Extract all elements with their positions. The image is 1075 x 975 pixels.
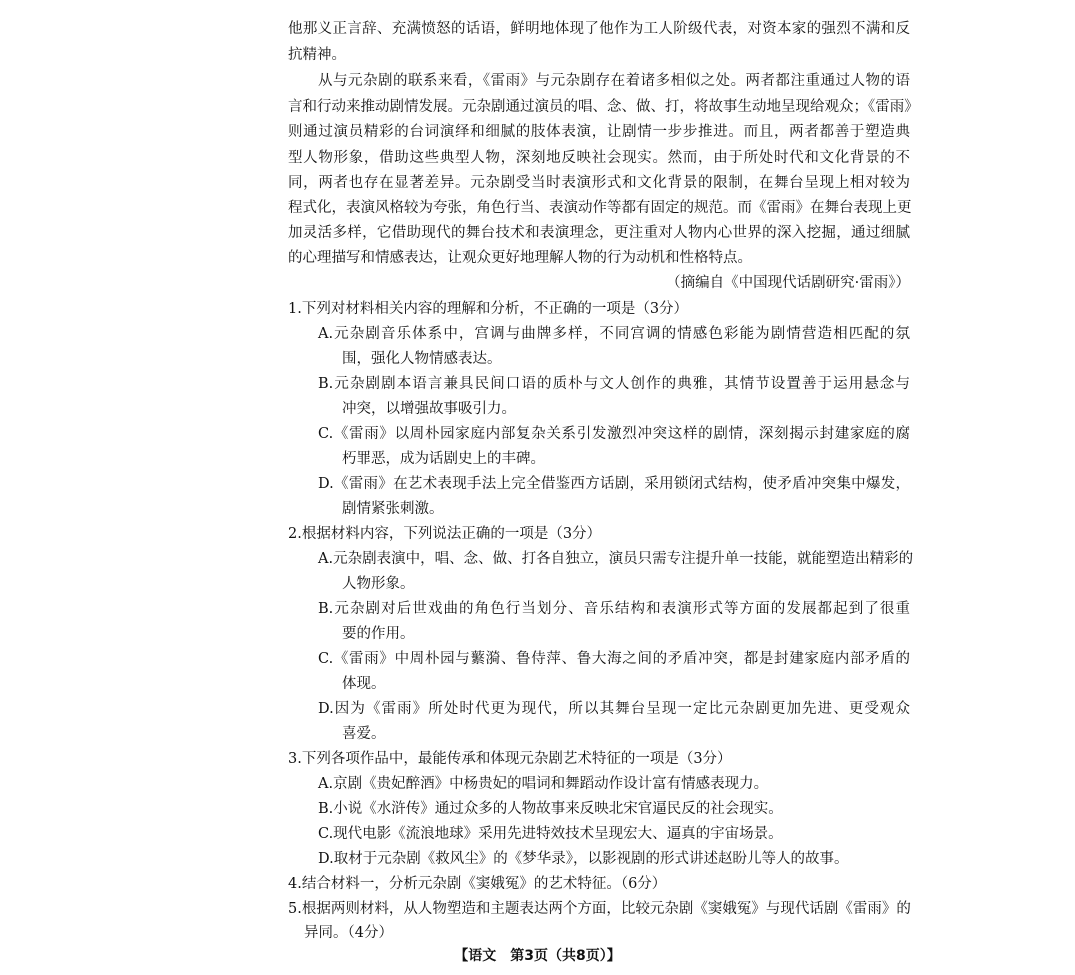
- q3-option-d: D.取材于元杂剧《救风尘》的《梦华录》，以影视剧的形式讲述赵盼儿等人的故事。: [318, 851, 849, 867]
- q2-option-a: A.元杂剧表演中，唱、念、做、打各自独立，演员只需专注提升单一技能，就能塑造出精彩的: [318, 551, 914, 567]
- q2-option-a-cont: 人物形象。: [342, 576, 415, 592]
- q2-option-b: B.元杂剧对后世戏曲的角色行当划分、音乐结构和表演形式等方面的发展都起到了很重: [318, 601, 910, 617]
- passage-line: 他那义正言辞、充满愤怒的话语，鲜明地体现了他作为工人阶级代表，对资本家的强烈不满和反: [288, 21, 910, 37]
- q3-option-b: B.小说《水浒传》通过众多的人物故事来反映北宋官逼民反的社会现实。: [318, 801, 783, 817]
- q1-option-c-cont: 朽罪恶，成为话剧史上的丰碑。: [342, 451, 545, 467]
- passage-line: 加灵活多样，它借助现代的舞台技术和表演理念，更注重对人物内心世界的深入挖掘，通过细腻: [288, 225, 910, 241]
- q2-option-c-cont: 体现。: [342, 676, 386, 692]
- passage-line: 从与元杂剧的联系来看，《雷雨》与元杂剧存在着诸多相似之处。两者都注重通过人物的语: [318, 73, 910, 89]
- question-3-stem: 3.下列各项作品中，最能传承和体现元杂剧艺术特征的一项是（3分）: [288, 751, 732, 767]
- question-2-stem: 2.根据材料内容，下列说法正确的一项是（3分）: [288, 526, 602, 542]
- question-1-stem: 1.下列对材料相关内容的理解和分析，不正确的一项是（3分）: [288, 301, 689, 317]
- question-5-stem-cont: 异同。（4分）: [304, 925, 393, 941]
- q1-option-b-cont: 冲突，以增强故事吸引力。: [342, 401, 516, 417]
- q2-option-c: C.《雷雨》中周朴园与蘩漪、鲁侍萍、鲁大海之间的矛盾冲突，都是封建家庭内部矛盾的: [318, 651, 910, 667]
- q2-option-b-cont: 要的作用。: [342, 626, 415, 642]
- q3-option-c: C.现代电影《流浪地球》采用先进特效技术呈现宏大、逼真的宇宙场景。: [318, 826, 783, 842]
- q2-option-d: D.因为《雷雨》所处时代更为现代，所以其舞台呈现一定比元杂剧更加先进、更受观众: [318, 701, 910, 717]
- q1-option-c: C.《雷雨》以周朴园家庭内部复杂关系引发激烈冲突这样的剧情，深刻揭示封建家庭的腐: [318, 426, 910, 442]
- passage-line: 言和行动来推动剧情发展。元杂剧通过演员的唱、念、做、打，将故事生动地呈现给观众；《雷雨》: [288, 99, 919, 115]
- q1-option-a: A.元杂剧音乐体系中，宫调与曲牌多样，不同宫调的情感色彩能为剧情营造相匹配的氛: [318, 326, 910, 342]
- passage-line: 则通过演员精彩的台词演绎和细腻的肢体表演，让剧情一步步推进。而且，两者都善于塑造典: [288, 124, 910, 140]
- passage-line: 抗精神。: [288, 47, 346, 63]
- question-4-stem: 4.结合材料一，分析元杂剧《窦娥冤》的艺术特征。（6分）: [288, 876, 667, 892]
- q3-option-a: A.京剧《贵妃醉酒》中杨贵妃的唱词和舞蹈动作设计富有情感表现力。: [318, 776, 769, 792]
- source-citation: （摘编自《中国现代话剧研究·雷雨》）: [666, 275, 910, 291]
- passage-line: 同，两者也存在显著差异。元杂剧受当时表演形式和文化背景的限制，在舞台呈现上相对较为: [288, 175, 910, 191]
- q2-option-d-cont: 喜爱。: [342, 726, 386, 742]
- passage-line: 程式化，表演风格较为夸张，角色行当、表演动作等都有固定的规范。而《雷雨》在舞台表现上更: [288, 200, 912, 216]
- q1-option-d-cont: 剧情紧张刺激。: [342, 501, 444, 517]
- q1-option-a-cont: 围，强化人物情感表达。: [342, 351, 502, 367]
- question-5-stem: 5.根据两则材料，从人物塑造和主题表达两个方面，比较元杂剧《窦娥冤》与现代话剧《雷雨》的: [288, 901, 911, 917]
- q1-option-b: B.元杂剧剧本语言兼具民间口语的质朴与文人创作的典雅，其情节设置善于运用悬念与: [318, 376, 910, 392]
- page-footer: 【语文 第3页（共8页）】: [454, 948, 621, 964]
- passage-line: 型人物形象，借助这些典型人物，深刻地反映社会现实。然而，由于所处时代和文化背景的不: [288, 150, 910, 166]
- q1-option-d: D.《雷雨》在艺术表现手法上完全借鉴西方话剧，采用锁闭式结构，使矛盾冲突集中爆发，: [318, 476, 910, 492]
- passage-line: 的心理描写和情感表达，让观众更好地理解人物的行为动机和性格特点。: [288, 250, 752, 266]
